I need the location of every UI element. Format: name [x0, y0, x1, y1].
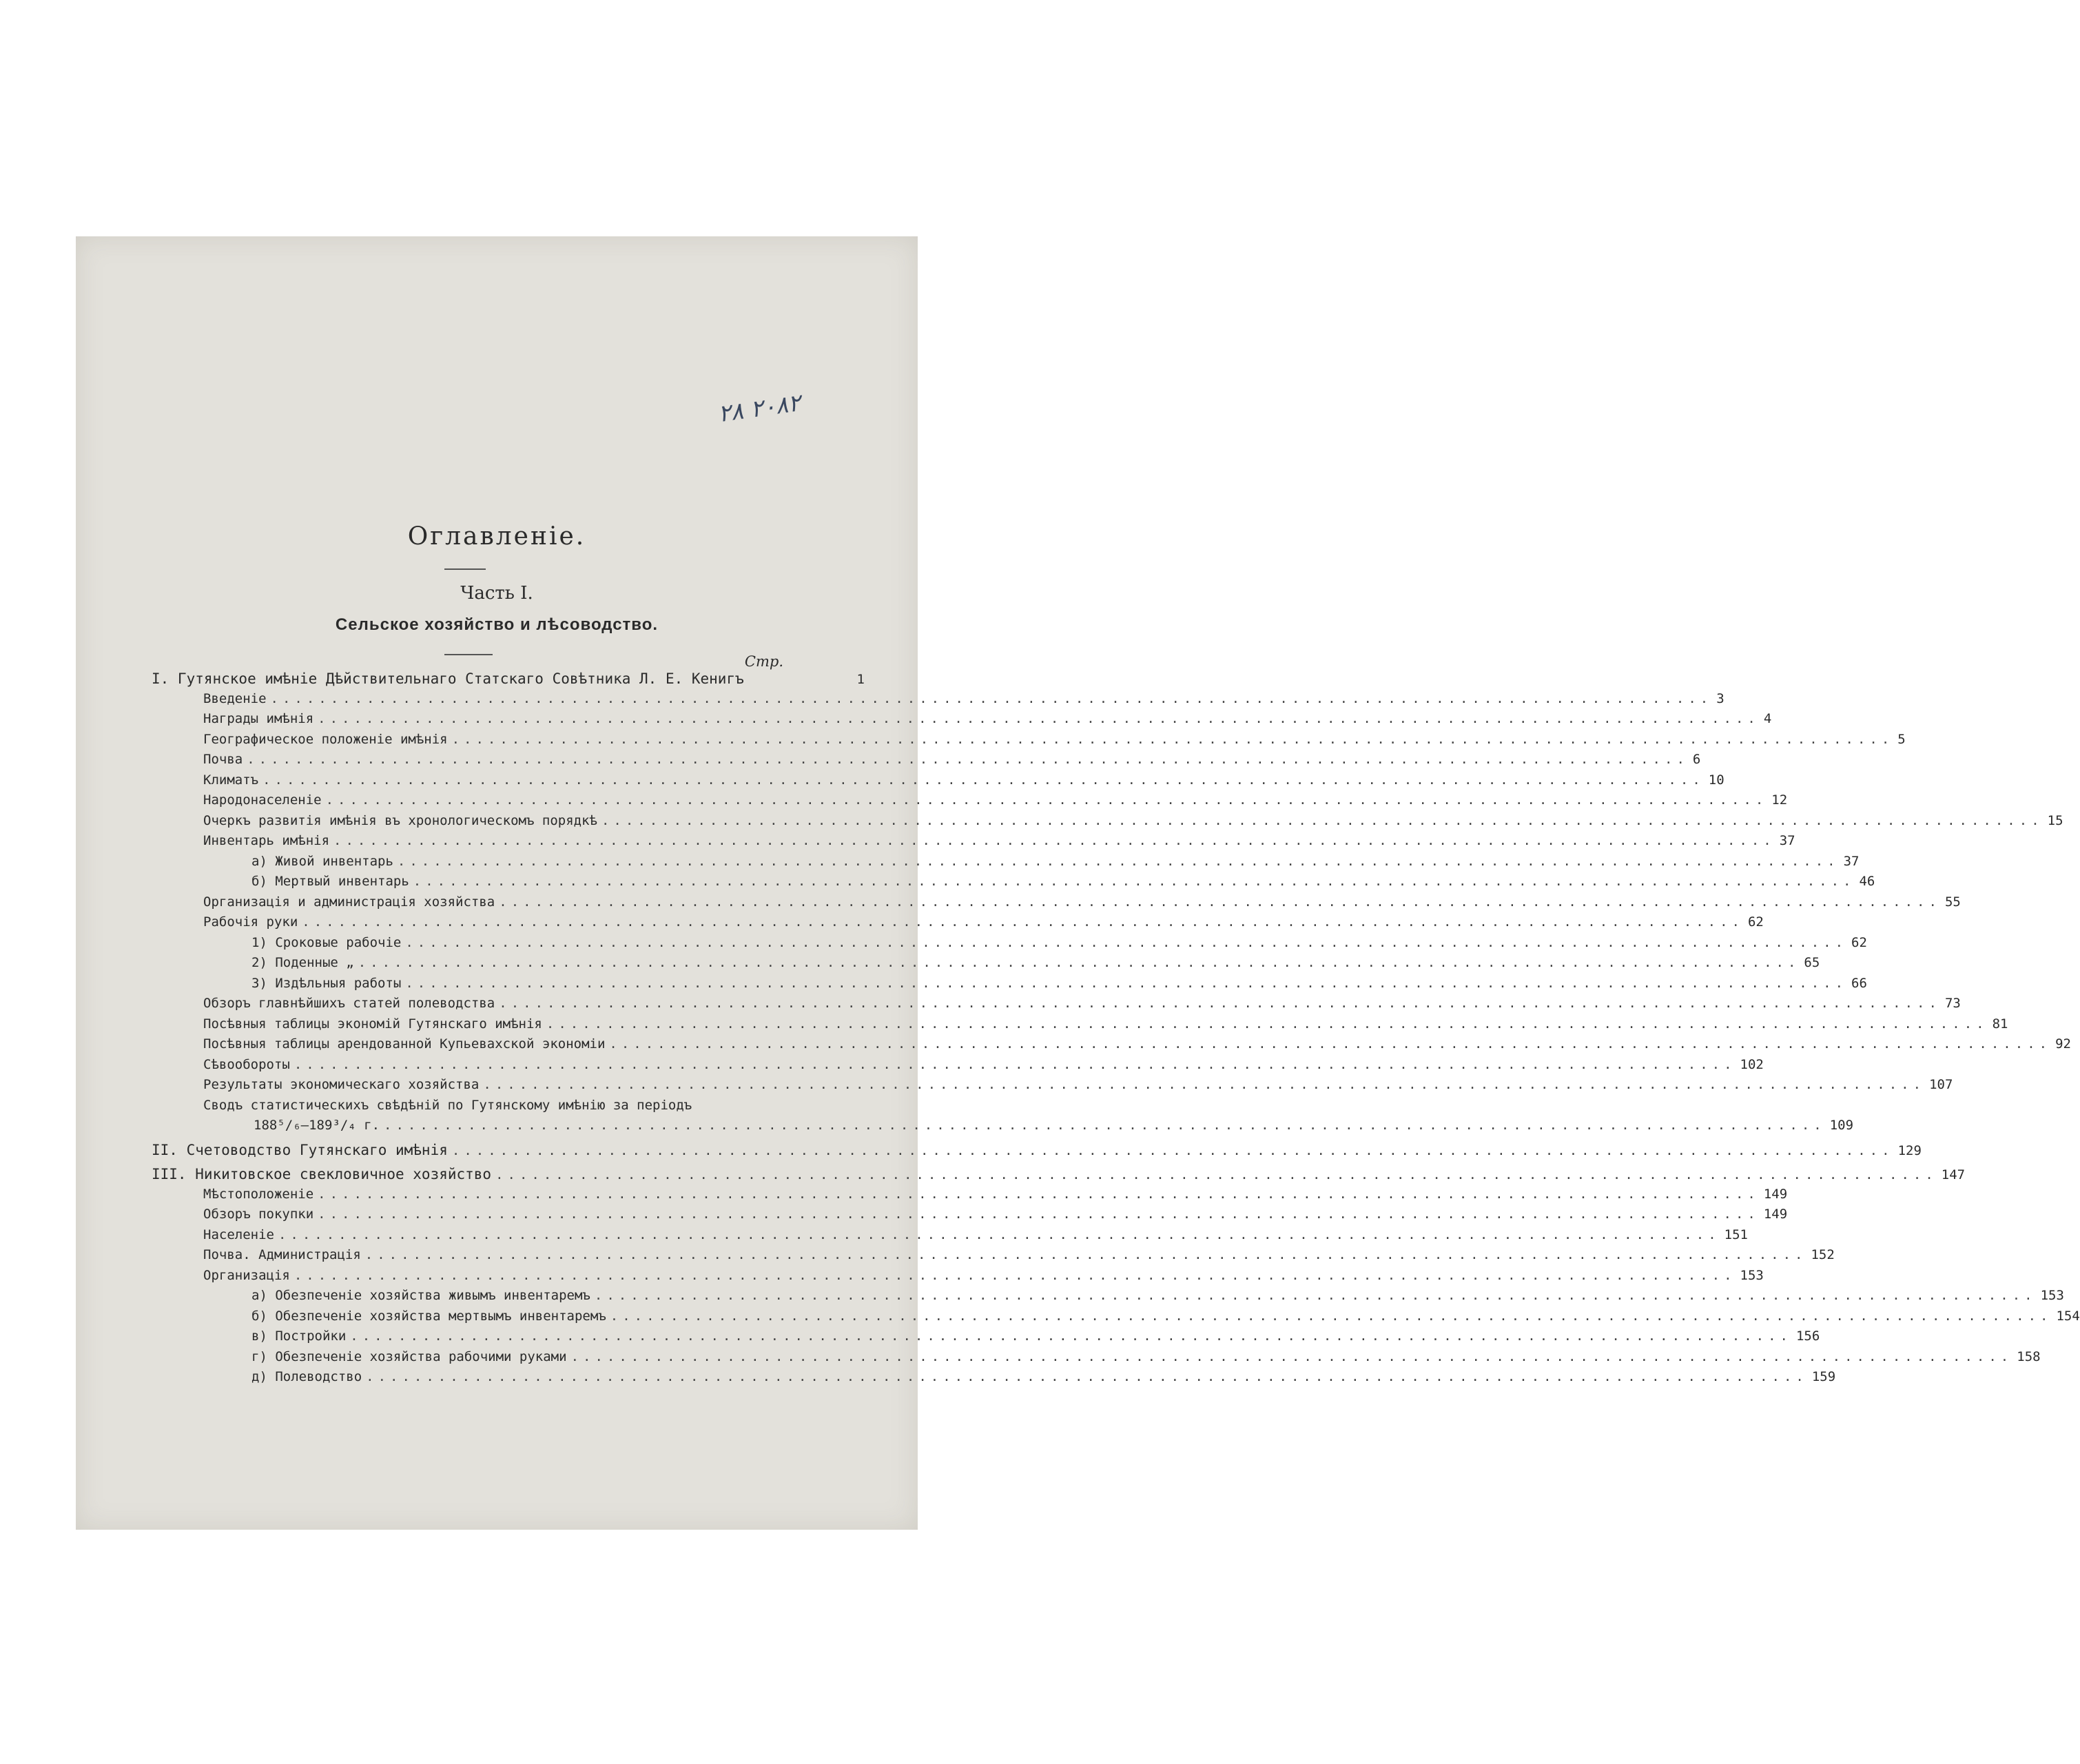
toc-entry-page: 12 [1771, 792, 1788, 808]
part-label: Часть I. [460, 583, 533, 604]
toc-entry-title: Введеніе [203, 690, 267, 706]
toc-entry-page: 102 [1740, 1056, 1764, 1072]
leader-dots: ........................................................................................................................ [247, 752, 1689, 767]
toc-entry-title: г) Обезпеченіе хозяйства рабочими руками [251, 1348, 567, 1364]
leader-dots: ........................................................................................................................ [358, 955, 1800, 970]
toc-entry-page: 6 [1692, 752, 1701, 767]
toc-entry-title: Мѣстоположеніе [203, 1186, 314, 1202]
leader-dots: ........................................................................................................................ [405, 934, 1848, 950]
toc-entry-title: I. Гутянское имѣніе Дѣйствительнаго Статскаго Совѣтника Л. Е. Кенигъ [152, 670, 744, 687]
toc-entry-page: 15 [2047, 812, 2063, 828]
toc-entry [203, 914, 1764, 934]
toc-entry [152, 1142, 1922, 1162]
toc-entry-title: Обзоръ покупки [203, 1207, 314, 1222]
leader-dots: ........................................................................................................................ [302, 914, 1744, 930]
leader-dots: ........................................................................................................................ [262, 772, 1705, 788]
toc-entry-page: 149 [1763, 1207, 1788, 1222]
toc-entry-title: Почва [203, 752, 243, 767]
leader-dots: ........................................................................................................................ [384, 1118, 1826, 1133]
toc-entry-page: 151 [1724, 1227, 1748, 1242]
toc-entry [203, 772, 1724, 792]
toc-entry [251, 1308, 2080, 1329]
toc-entry [203, 1227, 1748, 1247]
leader-dots: ........................................................................................................................ [405, 975, 1848, 991]
toc-entry [251, 874, 1875, 894]
leader-dots: ........................................................................................................................ [318, 1207, 1760, 1222]
toc-entry-page: 158 [2017, 1348, 2041, 1364]
leader-dots: ........................................................................................................................ [318, 1186, 1760, 1202]
toc-entry-title: Географическое положеніе имѣнія [203, 731, 448, 747]
toc-entry-title: Очеркъ развитія имѣнія въ хронологическомъ порядкѣ [203, 812, 597, 828]
toc-entry-title: Сводъ статистическихъ свѣдѣній по Гутянскому имѣнію за періодъ [203, 1097, 692, 1113]
toc-entry [251, 1288, 2064, 1308]
toc-entry-title: в) Постройки [251, 1329, 347, 1344]
leader-dots: ........................................................................................................................ [499, 894, 1941, 910]
page-title: Оглавленіе. [407, 522, 586, 551]
toc-entry [203, 1247, 1835, 1267]
toc-entry [152, 670, 865, 690]
toc-entry [203, 690, 1724, 711]
toc-entry-page: 73 [1944, 996, 1961, 1011]
toc-entry-page: 81 [1992, 1016, 2008, 1032]
toc-entry-page: 92 [2055, 1036, 2071, 1052]
toc-entry-title: Инвентарь имѣнія [203, 833, 330, 848]
leader-dots: ........................................................................................................................ [499, 996, 1941, 1011]
toc-entry [203, 792, 1788, 812]
toc-entry [203, 1056, 1764, 1077]
toc-entry-title: а) Обезпеченіе хозяйства живымъ инвентаремъ [251, 1288, 590, 1303]
leader-dots: ........................................................................................................................ [483, 1077, 1926, 1092]
toc-entry [251, 955, 1820, 975]
toc-entry-page: 159 [1811, 1369, 1836, 1384]
toc-entry-page: 107 [1929, 1077, 1953, 1092]
leader-dots: ........................................................................................................................ [609, 1036, 2052, 1052]
toc-entry [251, 975, 1867, 996]
toc-entry-page: 65 [1804, 955, 1820, 970]
toc-entry-title: II. Счетоводство Гутянскаго имѣнія [152, 1142, 448, 1158]
leader-dots: ........................................................................................................................ [594, 1288, 2037, 1303]
toc-entry-page: 153 [2040, 1288, 2064, 1303]
toc-entry [251, 1348, 2041, 1369]
page-column-label: Стр. [744, 653, 783, 670]
toc-entry [251, 1329, 1820, 1348]
handwritten-note: ٢٠٨٢ ٢٨ [716, 389, 803, 429]
toc-entry [203, 1267, 1764, 1288]
toc-entry [254, 1118, 1854, 1138]
toc-entry [251, 934, 1867, 955]
toc-entry-title: Результаты экономическаго хозяйства [203, 1077, 480, 1092]
leader-dots: ........................................................................................................................ [451, 731, 1894, 747]
leader-dots: ........................................................................................................................ [325, 792, 1768, 808]
toc-entry-title: б) Обезпеченіе хозяйства мертвымъ инвентаремъ [251, 1308, 606, 1324]
toc-entry-page: 152 [1811, 1247, 1835, 1262]
leader-dots: ........................................................................................................................ [294, 1056, 1736, 1072]
toc-entry-title: Обзоръ главнѣйшихъ статей полеводства [203, 996, 495, 1011]
toc-entry [203, 1207, 1788, 1227]
toc-entry-title: а) Живой инвентарь [251, 853, 393, 869]
leader-dots: ........................................................................................................................ [601, 812, 2043, 828]
toc-entry-page: 153 [1740, 1267, 1764, 1283]
toc-entry-page: 109 [1829, 1118, 1854, 1133]
toc-entry-title: Посѣвныя таблицы экономій Гутянскаго имѣнія [203, 1016, 542, 1032]
toc-entry-title: д) Полеводство [251, 1369, 362, 1384]
book-page [76, 236, 2080, 1530]
toc-entry-page: 1 [856, 672, 865, 687]
toc-entry-page: 37 [1779, 833, 1795, 848]
toc-entry-page: 46 [1859, 874, 1875, 889]
toc-entry-page: 5 [1897, 731, 1906, 747]
leader-dots: ........................................................................................................................ [610, 1308, 2052, 1324]
toc-entry-title: Сѣвообороты [203, 1056, 290, 1072]
title-divider [444, 568, 486, 570]
toc-entry-title: Климатъ [203, 772, 259, 788]
toc-entry-title: б) Мертвый инвентарь [251, 874, 409, 889]
leader-dots: ........................................................................................................................ [451, 1143, 1894, 1158]
toc-entry [203, 1036, 2071, 1056]
toc-entry [152, 1166, 1966, 1186]
leader-dots: ........................................................................................................................ [397, 853, 1840, 869]
leader-dots: ........................................................................................................................ [413, 874, 1855, 889]
leader-dots: ........................................................................................................................ [364, 1247, 1807, 1262]
toc-entry-title: Организація и администрація хозяйства [203, 894, 495, 910]
leader-dots: ........................................................................................................................ [278, 1227, 1720, 1242]
section-divider [444, 654, 493, 655]
toc-entry [203, 1186, 1788, 1207]
leader-dots: ........................................................................................................................ [294, 1267, 1736, 1283]
toc-entry-page: 10 [1708, 772, 1724, 788]
leader-dots: ........................................................................................................................ [270, 690, 1713, 706]
toc-entry-page: 129 [1897, 1143, 1922, 1158]
toc-entry-page: 37 [1843, 853, 1860, 869]
toc-entry-title: 3) Издѣльныя работы [251, 975, 402, 991]
toc-entry-title: 2) Поденные „ [251, 955, 354, 970]
toc-entry [203, 1098, 865, 1118]
toc-entry-title: Награды имѣнія [203, 711, 314, 726]
toc-entry-page: 3 [1716, 690, 1724, 706]
toc-entry [203, 833, 1795, 853]
toc-entry-title: Почва. Администрація [203, 1247, 361, 1262]
toc-entry-page: 4 [1763, 711, 1772, 726]
toc-entry-page: 66 [1851, 975, 1867, 991]
toc-entry-title: Посѣвныя таблицы арендованной Купьевахской экономіи [203, 1036, 606, 1052]
leader-dots: ........................................................................................................................ [333, 833, 1775, 848]
leader-dots: ........................................................................................................................ [570, 1348, 2013, 1364]
toc-entry [203, 812, 2063, 833]
toc-entry-page: 156 [1795, 1329, 1820, 1344]
toc-entry-title: Населеніе [203, 1227, 274, 1242]
toc-entry [251, 1369, 1836, 1389]
leader-dots: ........................................................................................................................ [546, 1016, 1988, 1032]
toc-entry [251, 853, 1860, 874]
toc-entry-title: 1) Сроковые рабочіе [251, 934, 402, 950]
toc-entry-page: 62 [1851, 934, 1867, 950]
leader-dots: ........................................................................................................................ [318, 711, 1760, 726]
toc-entry-title: Народонаселеніе [203, 792, 322, 808]
toc-entry [203, 1077, 1953, 1097]
section-title: Сельское хозяйство и лѣсоводство. [335, 615, 659, 634]
toc-entry-title: Рабочія руки [203, 914, 298, 930]
toc-entry-page: 62 [1747, 914, 1764, 930]
toc-entry-title: 188⁵/₆—189³/₄ г. [254, 1118, 380, 1133]
toc-entry [203, 1016, 2008, 1036]
toc-entry-page: 154 [2056, 1308, 2080, 1324]
toc-entry-title: Организація [203, 1267, 290, 1283]
toc-entry-title: III. Никитовское свекловичное хозяйство [152, 1166, 492, 1182]
toc-entry [203, 731, 1906, 752]
leader-dots: ........................................................................................................................ [350, 1329, 1792, 1344]
toc-entry [203, 996, 1961, 1016]
leader-dots: ........................................................................................................................ [366, 1369, 1808, 1384]
toc-entry-page: 147 [1941, 1167, 1966, 1182]
toc-entry-page: 55 [1944, 894, 1961, 910]
leader-dots: ........................................................................................................................ [495, 1167, 1937, 1182]
toc-entry [203, 711, 1772, 731]
toc-entry-page: 149 [1763, 1186, 1788, 1202]
toc-entry [203, 894, 1961, 914]
toc-entry [203, 752, 1701, 772]
